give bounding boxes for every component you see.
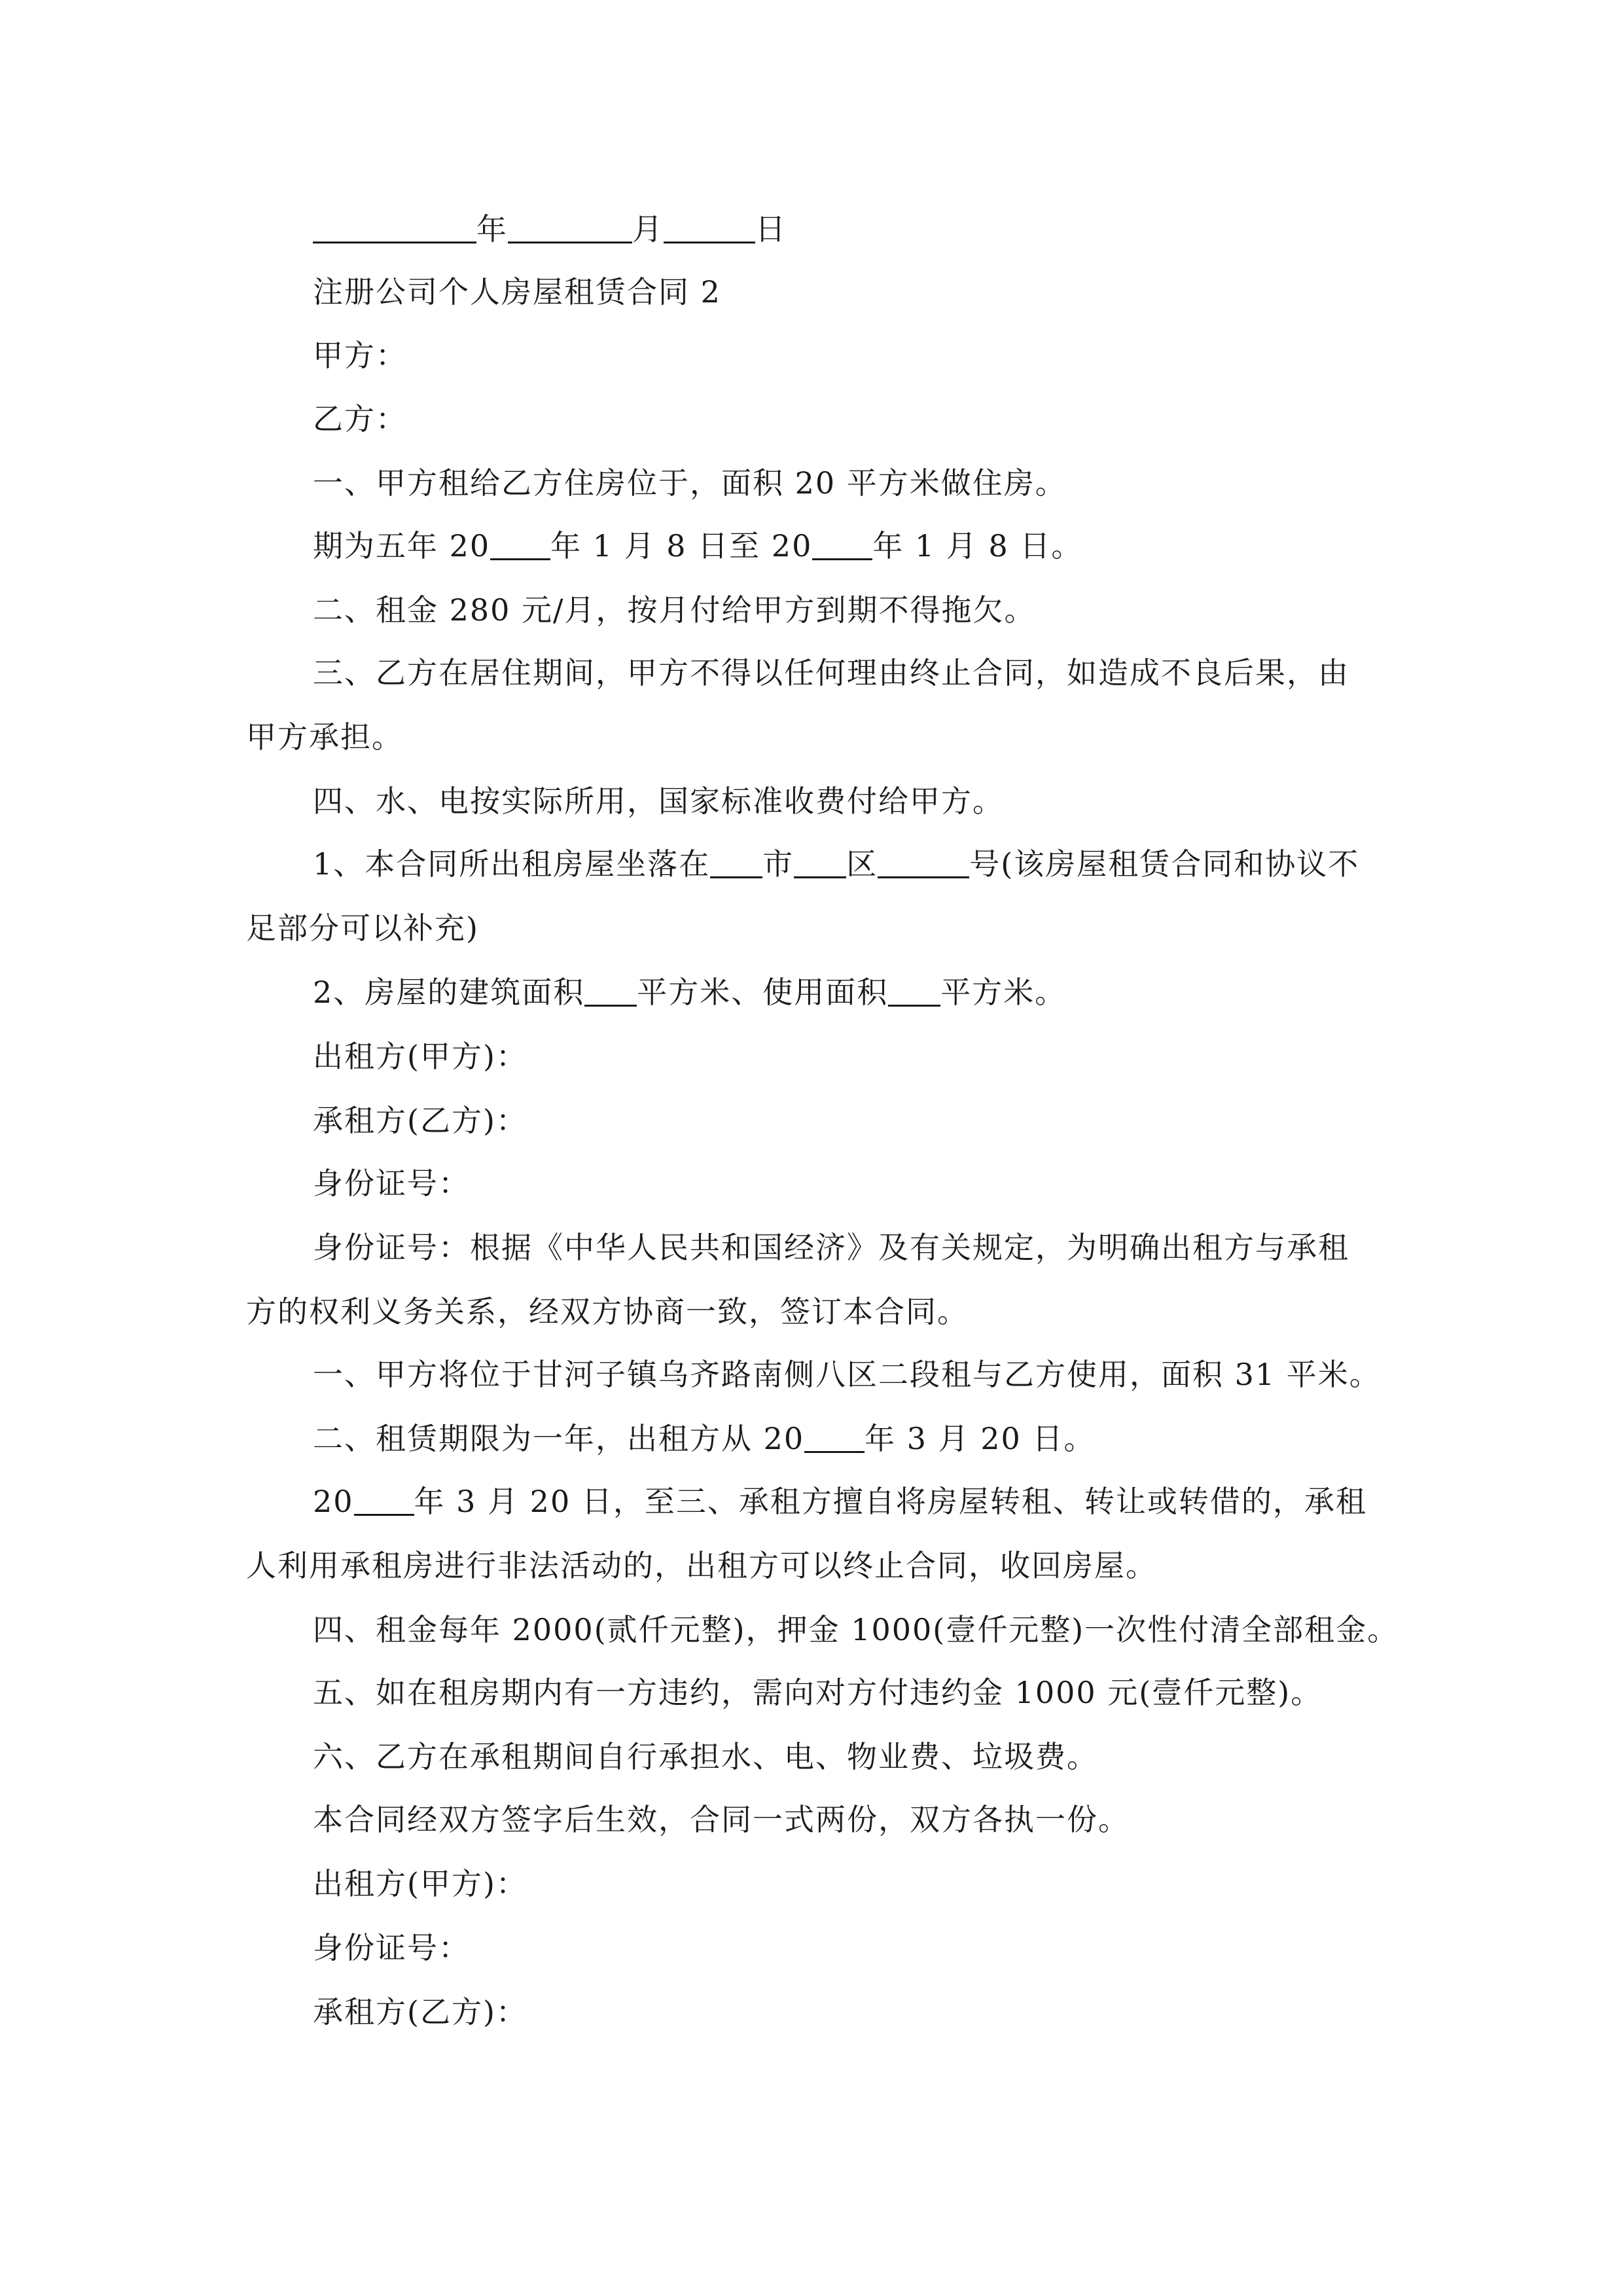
year-blank [313, 211, 476, 243]
contract2-clause-5: 五、如在租房期内有一方违约，需向对方付违约金 1000 元(壹仟元整)。 [313, 1675, 1323, 1710]
lease-year-blank-2 [354, 1484, 414, 1516]
day-blank [664, 211, 755, 243]
document-title: 注册公司个人房屋租赁合同 2 [313, 274, 721, 310]
lessor-label-1: 出租方(甲方)： [313, 1039, 527, 1074]
month-blank [508, 211, 632, 243]
party-a: 甲方： [313, 338, 407, 373]
lessee-label-1: 承租方(乙方)： [313, 1103, 527, 1138]
clause-3-line-2: 甲方承担。 [246, 719, 403, 755]
term-year-blank-2 [812, 528, 872, 560]
item-1-line-2: 足部分可以补充) [246, 910, 479, 946]
number-blank [878, 846, 969, 878]
clause-3-line-1: 三、乙方在居住期间，甲方不得以任何理由终止合同，如造成不良后果，由 [313, 655, 1349, 691]
lessee-label-2: 承租方(乙方)： [313, 1994, 527, 2030]
district-blank [794, 846, 846, 878]
effect-clause: 本合同经双方签字后生效，合同一式两份，双方各执一份。 [313, 1802, 1130, 1837]
building-area-blank [584, 975, 637, 1007]
basis-line-1: 身份证号：根据《中华人民共和国经济》及有关规定，为明确出租方与承租 [313, 1230, 1349, 1265]
lessor-label-2: 出租方(甲方)： [313, 1866, 527, 1901]
contract2-clause-3-line-1: 20 年 3 月 20 日，至三、承租方擅自将房屋转租、转让或转借的，承租 [313, 1484, 1367, 1519]
clause-4: 四、水、电按实际所用，国家标准收费付给甲方。 [313, 783, 1004, 819]
clause-1: 一、甲方租给乙方住房位于，面积 20 平方米做住房。 [313, 465, 1067, 501]
clause-2: 二、租金 280 元/月，按月付给甲方到期不得拖欠。 [313, 592, 1036, 628]
date-line: 年 月 日 [313, 211, 787, 247]
id-label-1: 身份证号： [313, 1166, 470, 1201]
city-blank [710, 846, 762, 878]
term-year-blank-1 [490, 528, 550, 560]
contract2-clause-6: 六、乙方在承租期间自行承担水、电、物业费、垃圾费。 [313, 1739, 1098, 1774]
term-line: 期为五年 20 年 1 月 8 日至 20 年 1 月 8 日。 [313, 528, 1083, 564]
basis-line-2: 方的权利义务关系，经双方协商一致，签订本合同。 [246, 1294, 969, 1329]
lease-year-blank-1 [804, 1421, 865, 1453]
party-b: 乙方： [313, 401, 407, 437]
contract2-clause-1: 一、甲方将位于甘河子镇乌齐路南侧八区二段租与乙方使用，面积 31 平米。 [313, 1357, 1381, 1392]
id-label-2: 身份证号： [313, 1930, 470, 1965]
item-1-line-1: 1、本合同所出租房屋坐落在 市 区 号(该房屋租赁合同和协议不 [313, 846, 1360, 882]
contract2-clause-3-line-2: 人利用承租房进行非法活动的，出租方可以终止合同，收回房屋。 [246, 1548, 1157, 1583]
item-2: 2、房屋的建筑面积 平方米、使用面积 平方米。 [313, 975, 1067, 1010]
usable-area-blank [888, 975, 940, 1007]
contract2-clause-2: 二、租赁期限为一年，出租方从 20 年 3 月 20 日。 [313, 1421, 1096, 1456]
contract2-clause-4: 四、租金每年 2000(贰仟元整)，押金 1000(壹仟元整)一次性付清全部租金。 [313, 1612, 1399, 1647]
